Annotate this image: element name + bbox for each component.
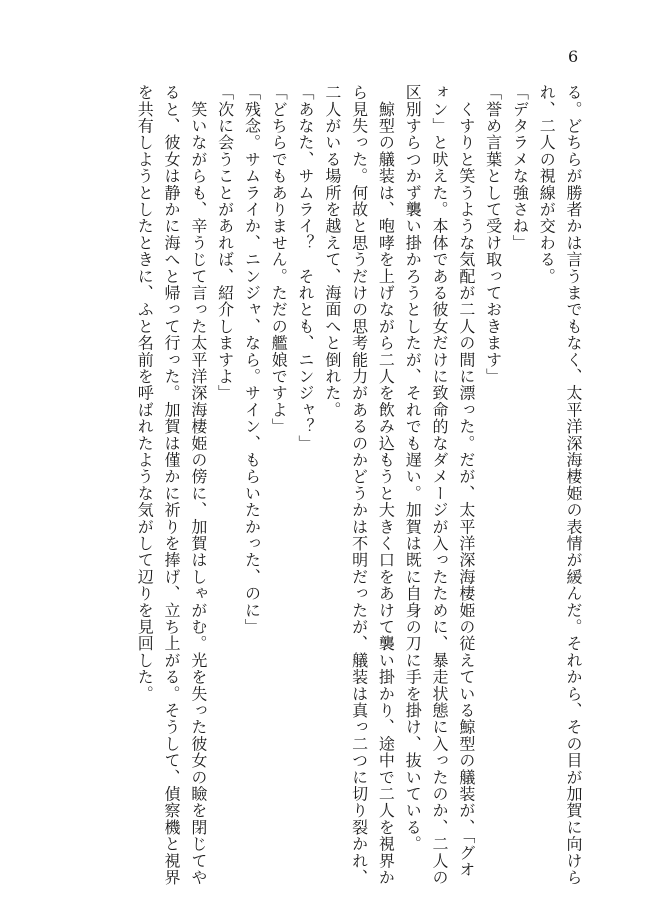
novel-body-text [130,84,586,886]
text-line-13: 「残念。サムライか、ニンジャ、なら。サイン、もらいたかった、のに」 [242,84,262,636]
text-line-7: 区別すらつかず襲い掛かろうとしたが、それでも遅い。加賀は既に自身の刀に手を掛け、抜いている。 [403,84,423,853]
text-line-2: れ、二人の視線が交わる。 [537,84,557,285]
text-line-4: 「誉め言葉として受け取っておきます」 [483,84,503,385]
text-line-11: 「あなた、サムライ？ それとも、ニンジャ？」 [296,84,316,452]
text-line-10: 二人がいる場所を越えて、海面へと倒れた。 [322,84,342,418]
text-line-6: ォン」と吠えた。本体である彼女だけに致命的なダメージが入ったために、暴走状態に入ったのか、二人の [430,84,450,886]
text-line-1: る。どちらが勝者かは言うまでもなく、太平洋深海棲姫の表情が緩んだ。それから、その目が加賀に向けら [564,84,583,886]
page-number: 6 [568,47,579,66]
text-line-15: 笑いながらも、辛うじて言った太平洋深海棲姫の傍に、加賀はしゃがむ。光を失った彼女の瞼を閉じてや [188,84,208,886]
text-line-14: 「次に会うことがあれば、紹介しますよ」 [215,84,235,402]
text-line-8: 鯨型の艤装は、咆哮を上げながら二人を飲み込もうと大きく口をあけて襲い掛かり、途中で二人を視界か [376,84,396,886]
text-line-17: を共有しようとしたときに、ふと名前を呼ばれたような気がして辺りを見回した。 [135,84,155,702]
text-line-12: 「どちらでもありません。ただの艦娘ですよ」 [269,84,289,435]
text-line-5: くすりと笑うような気配が二人の間に漂った。だが、太平洋深海棲姫の従えている鯨型の艤装が、「グオ [456,84,476,878]
text-line-16: ると、彼女は静かに海へと帰って行った。加賀は僅かに祈りを捧げ、立ち上がる。そうして、偵察機と視界 [162,84,182,886]
text-line-3: 「デタラメな強さね」 [510,84,530,251]
text-line-9: ら見失った。何故と思うだけの思考能力があるのかどうかは不明だったが、艤装は真っ二つに切り裂かれ、 [349,84,369,886]
